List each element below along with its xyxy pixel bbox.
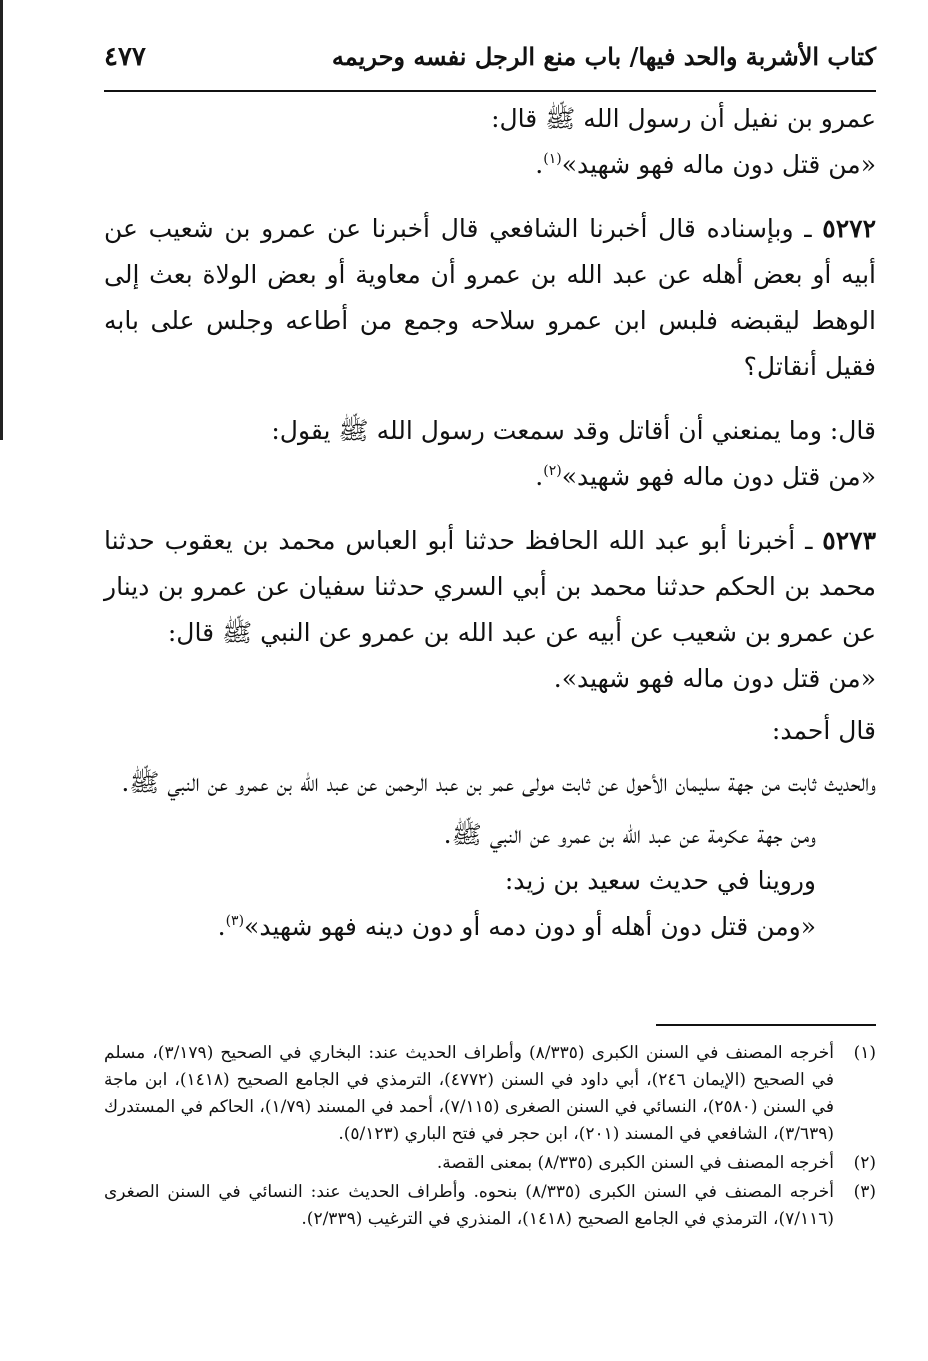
hadith-5272 (104, 206, 876, 390)
quote-text: «من قتل دون ماله فهو شهيد» (561, 150, 876, 179)
footnote-mark: (٢) (853, 1153, 876, 1173)
paragraph-ikrima: ومن جهة عكرمة عن عبد الله بن عمرو عن النبي ﷺ. (443, 820, 816, 849)
footnote-ref-1: (١) (543, 151, 562, 167)
quote-end: . (535, 462, 544, 491)
hadith-number: ٥٢٧٢ (822, 214, 876, 243)
header-title: كتاب الأشربة والحد فيها/ باب منع الرجل نفسه وحريمه (331, 42, 876, 71)
scan-edge-line (0, 0, 3, 440)
hadith-5273 (104, 518, 876, 656)
paragraph-said-ibn-zayd: وروينا في حديث سعيد بن زيد: (504, 866, 816, 895)
hadith-quote-4 (104, 904, 876, 950)
footnote-ref-3: (٣) (225, 913, 245, 929)
footnote-separator (656, 1024, 876, 1026)
paragraph-continuation: عمرو بن نفيل أن رسول الله ﷺ قال: (491, 104, 876, 133)
quote-text: «ومن قتل دون أهله أو دون دمه أو دون دينه فهو شهيد» (244, 912, 816, 941)
footnote-text: أخرجه المصنف في السنن الكبرى (٨/٣٣٥) بنحوه. وأطراف الحديث عند: النسائي في السنن الصغرى (٧/١١٦)، الترمذي في الجامع الصحيح (١٤١٨)، المنذري في الترغيب (٢/٣٣٩). (104, 1182, 835, 1229)
footnote-mark: (١) (853, 1043, 876, 1063)
running-header (104, 40, 876, 92)
footnote-text: أخرجه المصنف في السنن الكبرى (٨/٣٣٥) بمعنى القصة. (436, 1153, 834, 1173)
paragraph-qala: قال: وما يمنعني أن أقاتل وقد سمعت رسول الله ﷺ يقول: (271, 416, 876, 445)
footnote-3 (104, 1179, 876, 1233)
quote-text: «من قتل دون ماله فهو شهيد» (561, 462, 876, 491)
hadith-quote-3: «من قتل دون ماله فهو شهيد». (553, 664, 876, 693)
hadith-text: ـ وبإسناده قال أخبرنا الشافعي قال أخبرنا عن عمرو بن شعيب عن أبيه أو بعض أهله عن عبد الله بن عمرو أن معاوية أو بعض الولاة بعث إلى الوهط ليقبضه فلبس ابن عمرو سلاحه وجمع من أطاعه وجلس على بابه فقيل أنقاتل؟ (104, 214, 876, 381)
hadith-number: ٥٢٧٣ (822, 526, 876, 555)
paragraph-hadith-thabit: والحديث ثابت من جهة سليمان الأحول عن ثابت مولى عمر بن عبد الرحمن عن عبد الله بن عمرو عن النبي ﷺ. (121, 768, 876, 797)
quote-end: . (535, 150, 544, 179)
quote-end: . (217, 912, 226, 941)
footnote-mark: (٣) (853, 1182, 876, 1202)
footnotes (104, 1040, 876, 1235)
footnote-2 (104, 1150, 876, 1177)
footnote-1 (104, 1040, 876, 1148)
hadith-text: ـ أخبرنا أبو عبد الله الحافظ حدثنا أبو العباس محمد بن يعقوب حدثنا محمد بن الحكم حدثنا محمد بن أبي السري حدثنا سفيان عن عمرو بن دينار عن عمرو بن شعيب عن أبيه عن عبد الله بن عمرو عن النبي ﷺ قال: (104, 526, 876, 647)
main-text (104, 96, 876, 950)
page-number: ٤٧٧ (104, 42, 146, 72)
paragraph-qala-ahmad: قال أحمد: (771, 716, 876, 745)
footnote-ref-2: (٢) (543, 463, 562, 479)
hadith-quote-1 (104, 142, 876, 188)
footnote-text: أخرجه المصنف في السنن الكبرى (٨/٣٣٥) وأطراف الحديث عند: البخاري في الصحيح (٣/١٧٩)، مسلم في الصحيح (الإيمان ٢٤٦)، أبي داود في السنن (٤٧٧٢)، الترمذي في الجامع الصحيح (١٤١٨)، ابن ماجة في السنن (٢٥٨٠)، النسائي في السنن الصغرى (٧/١١٥)، أحمد في المسند (١/٧٩)، الحاكم في المستدرك (٣/٦٣٩)، الشافعي في المسند (٢٠١)، ابن حجر في فتح الباري (٥/١٢٣). (104, 1043, 835, 1144)
hadith-quote-2 (104, 454, 876, 500)
